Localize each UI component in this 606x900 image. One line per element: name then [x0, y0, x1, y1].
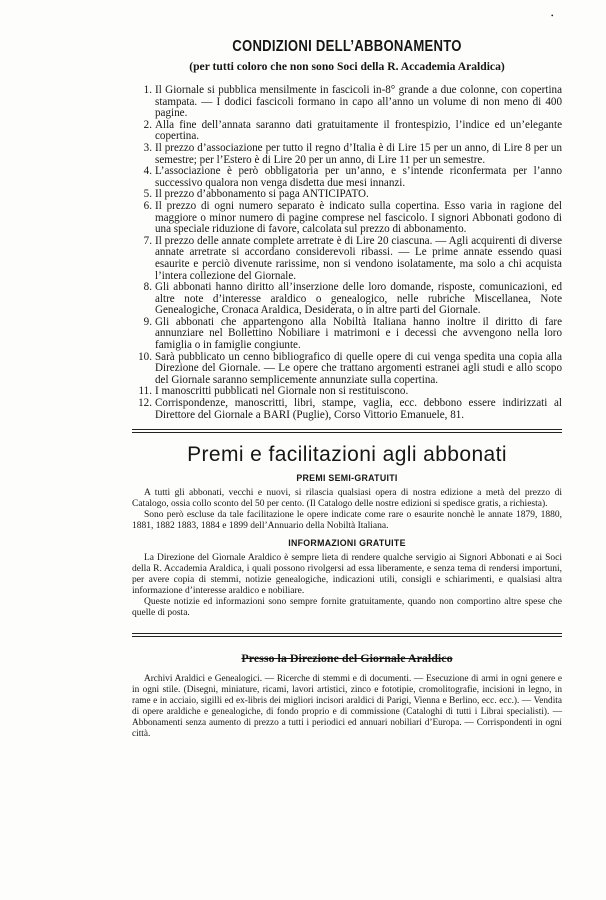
term-number: 12.: [138, 397, 152, 410]
term-number: 8.: [143, 281, 152, 294]
term-item: [132, 120, 562, 143]
term-number: 10.: [138, 350, 152, 363]
term-number: 2.: [143, 118, 152, 131]
term-number: 4.: [143, 165, 152, 178]
term-item: [132, 398, 562, 421]
informazioni-paragraph-2: Queste notizie ed informazioni sono sempre fornite gratuitamente, quando non comportino altre spese che quelle di posta.: [132, 597, 562, 619]
term-number: 5.: [143, 188, 152, 201]
term-item: [132, 166, 562, 189]
page-content: [132, 30, 562, 740]
informazioni-heading: INFORMAZIONI GRATUITE: [288, 538, 406, 549]
double-rule-divider: [132, 429, 562, 433]
term-number: 1.: [143, 84, 152, 96]
term-item: [132, 143, 562, 166]
term-item: [132, 317, 562, 352]
semi-gratuiti-paragraph-1: A tutti gli abbonati, vecchi e nuovi, si rilascia qualsiasi opera di nostra edizione a metà del prezzo di Catalogo, ossia collo sconto del 50 per cento. (Il Catalogo delle nostre edizioni si spedisce gratis, a richiesta).: [132, 488, 562, 510]
term-text: L’associazione è però obbligatoria per un’anno, e s’intende riconfermata per l’anno successivo qualora non venga disdetta due mesi innanzi.: [155, 165, 562, 189]
term-text: Sarà pubblicato un cenno bibliografico di quelle opere di cui venga spedita una copia alla Direzione del Giornale. — Le opere che trattano argomenti estranei agli studi e allo scopo del Giornale saranno semplicemente annunziate sulla copertina.: [155, 350, 562, 386]
term-item: [132, 352, 562, 387]
term-text: Alla fine dell’annata saranno dati gratuitamente il frontespizio, l’indice ed un’elegante copertina.: [155, 118, 562, 143]
presso-title: Presso la Direzione del Giornale Araldico: [241, 651, 453, 666]
page-title: CONDIZIONI DELL’ABBONAMENTO: [232, 38, 462, 55]
term-item: [132, 201, 562, 236]
semi-gratuiti-heading: PREMI SEMI-GRATUITI: [296, 473, 398, 484]
semi-gratuiti-paragraph-2: Sono però escluse da tale facilitazione le opere indicate come rare o esaurite nonchè le annate 1879, 1880, 1881, 1882 1883, 1884 e 1899 dell’Annuario della Nobiltà Italiana.: [132, 510, 562, 532]
term-item: [132, 236, 562, 282]
informazioni-paragraph-1: La Direzione del Giornale Araldico è sempre lieta di rendere qualche servigio ai Signori Abbonati e ai Soci della R. Accademia Araldica, i quali possono rivolgersi ad essa liberamente, e senza tema di rendersi importuni, per avere copia di stemmi, notizie genealogiche, indicazioni utili, consigli e schiarimenti, e qualsiasi altra informazione d’interesse araldico e nobiliare.: [132, 553, 562, 597]
term-text: Il prezzo d’associazione per tutto il regno d’Italia è di Lire 15 per un anno, di Lire 8 per un semestre; per l’Estero è di Lire 20 per un anno, di Lire 11 per un semestre.: [155, 141, 562, 166]
term-number: 11.: [138, 385, 152, 398]
term-text: Corrispondenze, manoscritti, libri, stampe, vaglia, ecc. debbono essere indirizzati al Direttore del Giornale a BARI (Puglie), Corso Vittorio Emanuele, 81.: [155, 397, 562, 421]
double-rule-divider-2: [132, 633, 562, 637]
term-text: Il prezzo di ogni numero separato è indicato sulla copertina. Esso varia in ragione del maggiore o minor numero di pagine comprese nel fascicolo. I signori Abbonati godono di una speciale riduzione di favore, calcolata sul prezzo di abbonamento.: [155, 199, 562, 236]
premi-title: Premi e facilitazioni agli abbonati: [187, 443, 507, 467]
term-number: 9.: [143, 315, 152, 328]
terms-list: [132, 85, 562, 421]
term-text: Gli abbonati che appartengono alla Nobiltà Italiana hanno inoltre il diritto di fare annunziare nel Bollettino Nobiliare i matrimoni e i decessi che avvengono nella loro famiglia o in famiglie congiunte.: [155, 315, 562, 352]
term-text: Il prezzo d’abbonamento si paga ANTICIPATO.: [155, 188, 369, 201]
term-text: Gli abbonati hanno diritto all’inserzione delle loro domande, risposte, comunicazioni, ed altre note d’interesse araldico o genealogico, nelle rubriche Miscellanea, Note Genealogiche, Cronaca Araldica, Desiderata, o in altre parti del Giornale.: [155, 281, 562, 317]
term-item: [132, 85, 562, 120]
page-subtitle: (per tutti coloro che non sono Soci della R. Accademia Araldica): [189, 60, 505, 73]
term-number: 3.: [143, 141, 152, 154]
term-text: Il prezzo delle annate complete arretrate è di Lire 20 ciascuna. — Agli acquirenti di diverse annate arretrate si accordano considerevoli ribassi. — Le prime annate essendo quasi esaurite e perciò divenute rarissime, non si vendono isolatamente, ma solo a chi acquista l’intera collezione del Giornale.: [155, 234, 562, 282]
presso-paragraph: Archivi Araldici e Genealogici. — Ricerche di stemmi e di documenti. — Esecuzione di armi in ogni genere e in ogni stile. (Disegni, miniature, ricami, lavori artistici, zinco e fototipie, cromolitografie, incisioni in legno, in rame e in acciaio, sigilli ed ex-libris dei migliori incisori araldici di Parigi, Vienna e Berlino, ecc. ecc.). — Vendita di opere araldiche e genealogiche, di fondo proprio e di commissione (Cataloghi di tutti i Librai specialisti). — Abbonamenti senza aumento di prezzo a tutti i periodici ed annuari nobiliari d’Europa. — Corrispondenti in ogni città.: [132, 674, 562, 740]
page-mark: •: [551, 12, 554, 20]
term-number: 7.: [143, 234, 152, 247]
term-item: [132, 282, 562, 317]
term-text: I manoscritti pubblicati nel Giornale non si restituiscono.: [155, 385, 409, 398]
term-text: Il Giornale si pubblica mensilmente in fascicoli in-8° grande a due colonne, con copertina stampata. — I dodici fascicoli formano in capo all’anno un volume di non meno di 400 pagine.: [155, 84, 562, 120]
term-number: 6.: [143, 199, 152, 212]
